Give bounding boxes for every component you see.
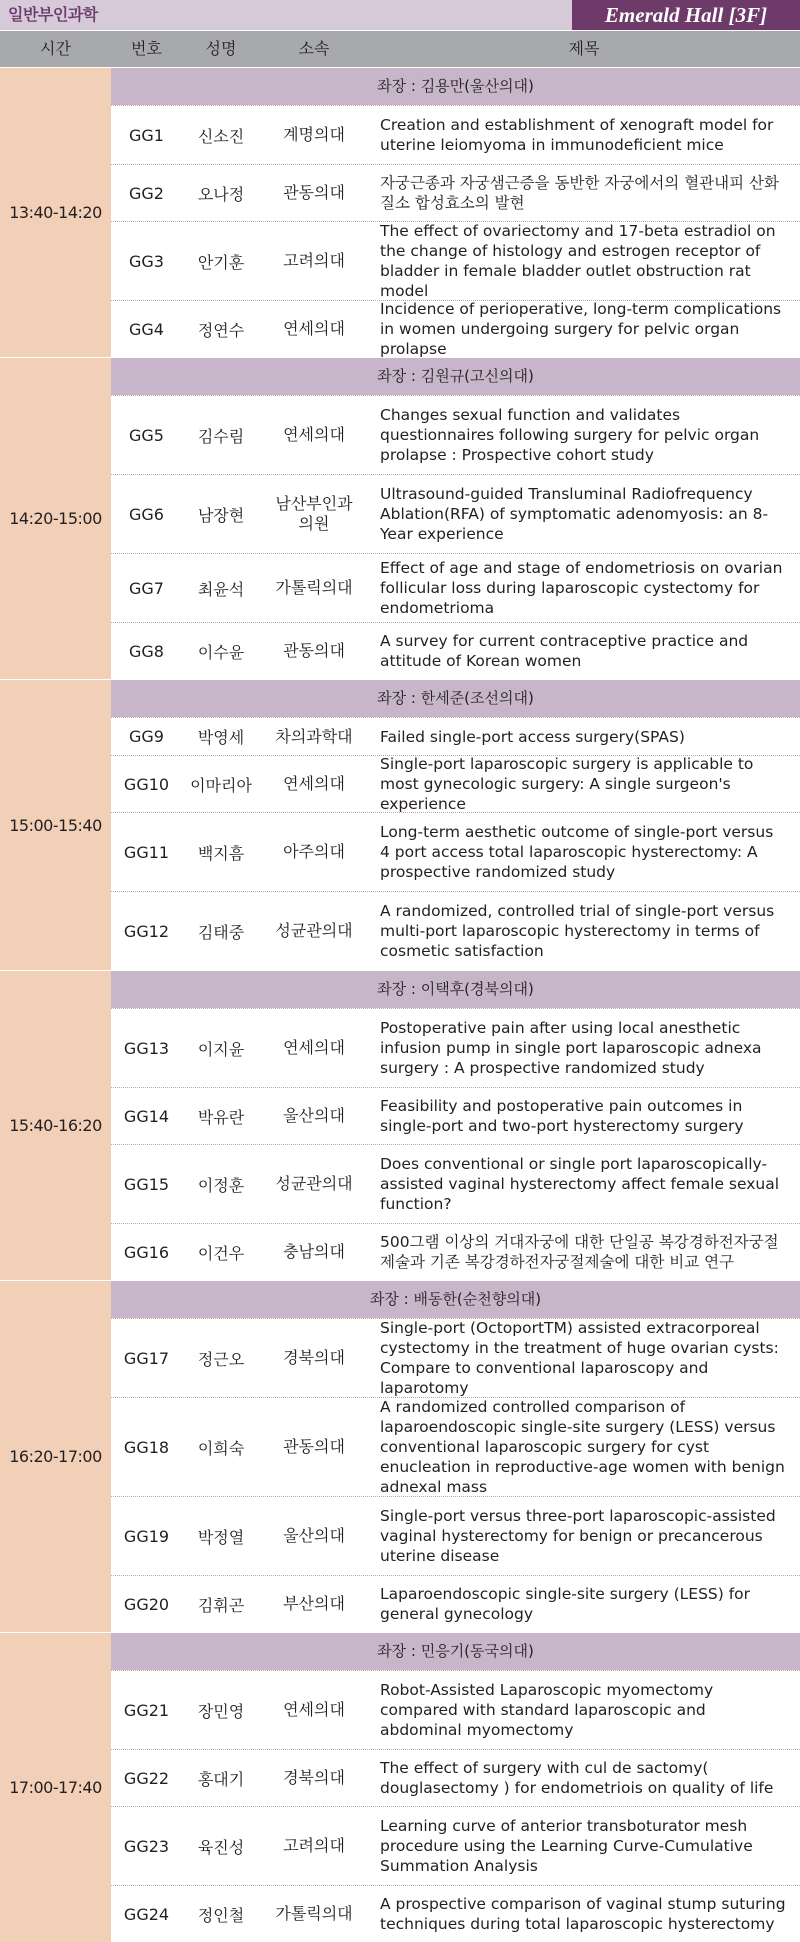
presenter-affiliation xyxy=(260,494,368,534)
presentation-row xyxy=(111,1318,800,1397)
session-time: 14:20-15:00 xyxy=(0,358,111,679)
presentation-number: GG15 xyxy=(123,1174,170,1194)
presentation-row xyxy=(111,1749,800,1806)
presenter-name: 이희숙 xyxy=(197,1438,245,1458)
session-rows xyxy=(111,358,800,679)
presentation-title: A prospective comparison of vaginal stump suturing techniques during total laparoscopic hysterectomy xyxy=(380,1895,786,1933)
presenter-name: 박영세 xyxy=(197,728,245,747)
presenter-name: 김수림 xyxy=(197,426,245,446)
affiliation-line: 남산부인과 xyxy=(275,494,353,513)
session-chair: 좌장 : 배동한(순천향의대) xyxy=(111,1281,800,1318)
presenter-name: 오나정 xyxy=(197,184,245,204)
presentation-title: Long-term aesthetic outcome of single-port versus 4 port access total laparoscopic hysterectomy: A prospective randomized study xyxy=(380,823,774,881)
presenter-name: 이지윤 xyxy=(197,1039,245,1059)
presenter-affiliation: 고려의대 xyxy=(283,1836,345,1855)
presenter-name: 홍대기 xyxy=(197,1769,245,1789)
session-time: 15:40-16:20 xyxy=(0,971,111,1280)
presentation-number: GG5 xyxy=(129,425,164,445)
presentation-row xyxy=(111,1496,800,1575)
presentation-number: GG22 xyxy=(123,1768,170,1788)
session-chair: 좌장 : 이택후(경북의대) xyxy=(111,971,800,1008)
presentation-title: Single-port (OctoportTM) assisted extracorporeal cystectomy in the treatment of huge ovarian cysts: Compare to conventional laparoscopy and laparotomy xyxy=(380,1319,779,1397)
presentation-number: GG18 xyxy=(123,1437,170,1457)
presentation-title: Failed single-port access surgery(SPAS) xyxy=(380,727,685,746)
presentation-row xyxy=(111,891,800,970)
header-bar xyxy=(0,0,800,30)
presentation-row xyxy=(111,553,800,622)
session-block xyxy=(0,67,800,357)
session-time: 13:40-14:20 xyxy=(0,68,111,357)
presenter-name: 박정열 xyxy=(197,1527,245,1547)
presenter-name: 육진성 xyxy=(197,1837,245,1857)
presentation-row xyxy=(111,1087,800,1144)
session-block xyxy=(0,1280,800,1632)
presenter-affiliation: 관동의대 xyxy=(283,641,345,660)
presentation-number: GG13 xyxy=(123,1038,170,1058)
presentation-number: GG1 xyxy=(129,125,164,145)
presentation-row xyxy=(111,1144,800,1223)
presentation-title: The effect of surgery with cul de sactomy( douglasectomy ) for endometriois on quality of life xyxy=(380,1759,774,1797)
presentation-row xyxy=(111,395,800,474)
column-header-title: 제목 xyxy=(568,39,600,58)
presentation-row xyxy=(111,755,800,812)
presenter-name: 이정훈 xyxy=(197,1175,245,1195)
session-block xyxy=(0,679,800,970)
presentation-number: GG24 xyxy=(123,1904,170,1924)
affiliation-line: 의원 xyxy=(298,514,330,533)
column-header-number: 번호 xyxy=(131,39,162,58)
presentation-title: 500그램 이상의 거대자궁에 대한 단일공 복강경하전자궁절제술과 기존 복강경하전자궁절제술에 대한 비교 연구 xyxy=(380,1233,779,1271)
session-time: 16:20-17:00 xyxy=(0,1281,111,1632)
presentation-number: GG6 xyxy=(129,504,164,524)
presentation-row xyxy=(111,1885,800,1942)
presenter-affiliation: 고려의대 xyxy=(283,251,345,270)
presentation-number: GG12 xyxy=(123,921,170,941)
session-chair: 좌장 : 민응기(동국의대) xyxy=(111,1633,800,1670)
presentation-title: Changes sexual function and validates questionnaires following surgery for pelvic organ prolapse : Prospective cohort study xyxy=(380,406,760,464)
presentation-title: A randomized controlled comparison of laparoendoscopic single-site surgery (LESS) versus conventional laparoscopic surgery for cyst enucleation in reproductive-age women with benign adnexal mass xyxy=(380,1398,785,1496)
presenter-affiliation: 성균관의대 xyxy=(275,921,353,940)
presenter-name: 최윤석 xyxy=(197,579,245,599)
presentation-row xyxy=(111,300,800,357)
presentation-number: GG8 xyxy=(129,641,164,661)
presentation-number: GG2 xyxy=(129,183,164,203)
presentation-number: GG17 xyxy=(123,1348,170,1368)
column-header-time: 시간 xyxy=(40,39,71,58)
presentation-row xyxy=(111,1223,800,1280)
presenter-affiliation: 경북의대 xyxy=(283,1768,345,1787)
presenter-name: 백지흠 xyxy=(197,843,245,863)
presenter-affiliation: 경북의대 xyxy=(283,1348,345,1367)
presentation-title: Feasibility and postoperative pain outcomes in single-port and two-port hysterectomy surgery xyxy=(380,1097,744,1135)
presenter-affiliation: 관동의대 xyxy=(283,1437,345,1456)
presentation-number: GG9 xyxy=(129,727,164,746)
session-block xyxy=(0,357,800,679)
presentation-title: 자궁근종과 자궁샘근증을 동반한 자궁에서의 혈관내피 산화질소 합성효소의 발현 xyxy=(380,174,779,212)
presenter-affiliation: 충남의대 xyxy=(283,1242,345,1261)
presentation-number: GG3 xyxy=(129,251,164,271)
session-rows xyxy=(111,971,800,1280)
presentation-title: Single-port laparoscopic surgery is applicable to most gynecologic surgery: A single surgeon's experience xyxy=(380,755,754,813)
presentation-number: GG10 xyxy=(123,774,170,794)
session-chair: 좌장 : 김용만(울산의대) xyxy=(111,68,800,105)
session-chair: 좌장 : 한세준(조선의대) xyxy=(111,680,800,717)
presentation-number: GG11 xyxy=(123,842,170,862)
presentation-row xyxy=(111,1806,800,1885)
hall-label: Emerald Hall [3F] xyxy=(572,0,800,30)
presentation-number: GG20 xyxy=(123,1594,170,1614)
presenter-name: 정인철 xyxy=(197,1905,245,1925)
session-chair: 좌장 : 김원규(고신의대) xyxy=(111,358,800,395)
presentation-number: GG21 xyxy=(123,1700,170,1720)
presentation-title: Does conventional or single port laparoscopically-assisted vaginal hysterectomy affect female sexual function? xyxy=(380,1155,780,1213)
column-header-affiliation: 소속 xyxy=(298,39,330,58)
presentation-row xyxy=(111,1670,800,1749)
presenter-affiliation: 울산의대 xyxy=(283,1526,345,1545)
presenter-affiliation: 아주의대 xyxy=(283,842,345,861)
presentation-number: GG4 xyxy=(129,319,164,339)
presentation-title: Laparoendoscopic single-site surgery (LESS) for general gynecology xyxy=(380,1585,751,1623)
presenter-name: 이마리아 xyxy=(190,775,252,795)
presenter-name: 정연수 xyxy=(197,320,245,340)
presenter-affiliation: 가톨릭의대 xyxy=(275,1904,353,1923)
presentation-row xyxy=(111,164,800,221)
presentation-title: Robot-Assisted Laparoscopic myomectomy compared with standard laparoscopic and abdominal myomectomy xyxy=(380,1681,714,1739)
presenter-affiliation: 성균관의대 xyxy=(275,1174,353,1193)
presentation-title: Single-port versus three-port laparoscopic-assisted vaginal hysterectomy for benign or precancerous uterine disease xyxy=(380,1507,776,1565)
session-rows xyxy=(111,1633,800,1942)
presentation-row xyxy=(111,622,800,679)
section-title: 일반부인과학 xyxy=(8,5,98,24)
session-time: 17:00-17:40 xyxy=(0,1633,111,1942)
presenter-affiliation: 관동의대 xyxy=(283,183,345,202)
presentation-row xyxy=(111,474,800,553)
presenter-name: 장민영 xyxy=(197,1701,245,1721)
presentation-number: GG16 xyxy=(123,1242,170,1262)
presenter-affiliation: 연세의대 xyxy=(283,1038,345,1057)
presenter-name: 이건우 xyxy=(197,1243,245,1263)
presenter-name: 김태중 xyxy=(197,922,245,942)
presentation-title: Postoperative pain after using local anesthetic infusion pump in single port laparoscopic adnexa surgery : A prospective randomized study xyxy=(380,1019,762,1077)
presenter-affiliation: 연세의대 xyxy=(283,1700,345,1719)
presentation-row xyxy=(111,812,800,891)
presenter-affiliation: 연세의대 xyxy=(283,319,345,338)
session-time: 15:00-15:40 xyxy=(0,680,111,970)
presenter-name: 정근오 xyxy=(197,1349,245,1369)
column-header-row xyxy=(0,30,800,67)
presentation-title: Incidence of perioperative, long-term complications in women undergoing surgery for pelvic organ prolapse xyxy=(380,300,782,358)
presentation-title: A survey for current contraceptive practice and attitude of Korean women xyxy=(380,632,749,670)
presentation-number: GG14 xyxy=(123,1106,170,1126)
presenter-affiliation: 연세의대 xyxy=(283,774,345,793)
presentation-row xyxy=(111,221,800,300)
presentation-title: Effect of age and stage of endometriosis on ovarian follicular loss during laparoscopic cystectomy for endometrioma xyxy=(380,559,783,617)
presenter-name: 김휘곤 xyxy=(197,1595,245,1615)
presentation-row xyxy=(111,1008,800,1087)
presenter-affiliation: 연세의대 xyxy=(283,425,345,444)
session-rows xyxy=(111,680,800,970)
presenter-affiliation: 울산의대 xyxy=(283,1106,345,1125)
presenter-name: 안기훈 xyxy=(197,252,245,272)
presentation-row xyxy=(111,717,800,755)
presenter-name: 남장현 xyxy=(197,505,245,525)
column-header-name: 성명 xyxy=(205,39,237,58)
presenter-name: 이수윤 xyxy=(197,642,245,662)
presentation-row xyxy=(111,1575,800,1632)
session-rows xyxy=(111,68,800,357)
presenter-affiliation: 계명의대 xyxy=(283,125,345,144)
presenter-name: 박유란 xyxy=(197,1107,245,1127)
presentation-number: GG7 xyxy=(129,578,164,598)
presenter-affiliation: 가톨릭의대 xyxy=(275,578,353,597)
presentation-title: A randomized, controlled trial of single-port versus multi-port laparoscopic hysterectomy in terms of cosmetic satisfaction xyxy=(380,902,775,960)
presentation-number: GG23 xyxy=(123,1836,170,1856)
presentation-row xyxy=(111,105,800,164)
session-list xyxy=(0,67,800,1942)
presenter-affiliation: 차의과학대 xyxy=(275,726,353,746)
presentation-title: Ultrasound-guided Transluminal Radiofrequency Ablation(RFA) of symptomatic adenomyosis: an 8-Year experience xyxy=(380,485,769,543)
session-block xyxy=(0,970,800,1280)
presentation-title: Creation and establishment of xenograft model for uterine leiomyoma in immunodeficient mice xyxy=(380,116,774,154)
presenter-name: 신소진 xyxy=(197,126,245,146)
presentation-title: The effect of ovariectomy and 17-beta estradiol on the change of histology and estrogen receptor of bladder in female bladder outlet obstruction rat model xyxy=(380,222,776,300)
presenter-affiliation: 부산의대 xyxy=(283,1594,345,1613)
session-block xyxy=(0,1632,800,1942)
presentation-number: GG19 xyxy=(123,1526,170,1546)
presentation-title: Learning curve of anterior transboturator mesh procedure using the Learning Curve-Cumulative Summation Analysis xyxy=(380,1817,753,1875)
presentation-row xyxy=(111,1397,800,1496)
session-rows xyxy=(111,1281,800,1632)
